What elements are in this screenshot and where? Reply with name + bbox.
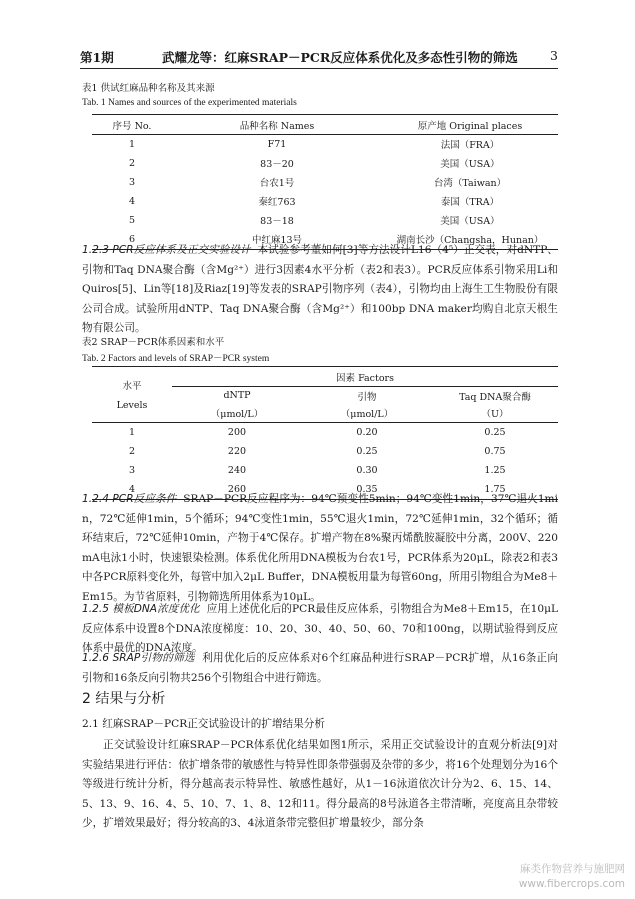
table-cell: 0.35 — [302, 480, 432, 500]
factor-name-primer: 引物 — [357, 391, 377, 403]
section-1-2-6-text: 利用优化后的反应体系对6个红麻品种进行SRAP－PCR扩增，从16条正向引物和16条反向引物共256个引物组合中进行筛选。 — [82, 652, 558, 684]
table-cell: 1.25 — [484, 464, 506, 476]
section-1-2-5-heading: 1.2.5 模板DNA浓度优化 — [82, 603, 200, 615]
table-row — [92, 423, 558, 442]
table1-caption-cn: 表1 供试红麻品种名称及其来源 — [82, 83, 215, 94]
table-cell: 0.25 — [484, 426, 506, 438]
table-row — [92, 442, 558, 461]
table-cell: 台湾（Taiwan） — [433, 178, 507, 189]
table-cell: 0.30 — [356, 464, 378, 476]
table-cell: 湖南长沙（Changsha，Hunan） — [382, 230, 558, 250]
table-cell: 秦红763 — [258, 197, 296, 208]
table-row — [92, 135, 558, 154]
table1-header-names: 品种名称 Names — [172, 115, 382, 135]
table-cell: 美国（USA） — [440, 216, 500, 227]
section-2-1-heading: 2.1 红麻SRAP－PCR正交试验设计的扩增结果分析 — [82, 718, 325, 730]
factor-unit-dntp: （μmol/L） — [172, 405, 302, 423]
header-rule — [80, 68, 558, 69]
section-1-2-3 — [82, 241, 558, 339]
table1-header-no: 序号 No. — [92, 115, 172, 135]
page-number: 3 — [550, 48, 558, 63]
issue-number: 第1期 — [80, 50, 114, 65]
factor-name-taq: Taq DNA聚合酶 — [459, 391, 531, 403]
table2 — [92, 366, 558, 500]
section-1-2-4 — [82, 490, 558, 608]
table-row — [92, 211, 558, 230]
section-2-heading: 2 结果与分析 — [82, 691, 166, 707]
section-1-2-3-text: 本试验参考董如何[3]等方法设计L16（4⁵）正交表，对dNTP、引物和Taq DNA聚合酶（含Mg²⁺）进行3因素4水平分析（表2和表3）。PCR反应体系引物采用Li和Quiros[5]、Lin等[18]及Riaz[19]等发表的SRAP引物序列（表4），引物均由上海生工生物股份有限公司合成。试验所用dNTP、Taq DNA聚合酶（含Mg²⁺）和100bp DNA maker均购自北京天根生物有限公司。 — [82, 244, 558, 335]
table-cell: 法国（FRA） — [440, 140, 500, 152]
table-cell: 6 — [92, 230, 172, 250]
table-cell: 5 — [128, 214, 136, 226]
table1-caption-en: Tab. 1 Names and sources of the experimented materials — [82, 98, 297, 108]
table-cell: 2 — [128, 445, 136, 457]
section-1-2-6-heading: 1.2.6 SRAP引物的筛选 — [82, 652, 195, 664]
table-cell: 240 — [227, 464, 247, 476]
table-cell: 4 — [92, 480, 172, 500]
table-cell: F71 — [267, 138, 287, 150]
table-cell: 260 — [172, 480, 302, 500]
table-cell: 0.75 — [484, 445, 506, 457]
table2-levels-header — [92, 367, 172, 423]
section-1-2-4-text: SRAP－PCR反应程序为：94℃预变性5min；94℃变性1min，37℃退火1min，72℃延伸1min，5个循环；94℃变性1min，55℃退火1min，72℃延伸1min，32个循环；循环结束后，72℃延伸10min，产物于4℃保存。扩增产物在8%聚丙烯酰胺凝胶中分离，200V、220mA电泳1小时，快速银染检测。体系优化所用DNA模板为台农1号，PCR体系为20μL，除表2和表3中各PCR原料变化外，每管中加入2μL Buffer，DNA模板用量为每管60ng，所用引物组合为Me8＋Em15。为节省原料，引物筛选所用体系为10μL。 — [82, 493, 558, 603]
table-cell: 220 — [227, 445, 247, 457]
running-title: 武耀龙等：红麻SRAP－PCR反应体系优化及多态性引物的筛选 — [162, 50, 518, 65]
table-cell: 1 — [128, 426, 136, 438]
table-cell: 4 — [128, 195, 136, 207]
section-1-2-6 — [82, 649, 558, 688]
table2-caption-cn: 表2 SRAP－PCR体系因素和水平 — [82, 337, 225, 348]
watermark — [519, 862, 625, 892]
table-cell: 美国（USA） — [440, 159, 500, 170]
table-cell: 泰国（TRA） — [440, 197, 500, 208]
table-row — [92, 192, 558, 211]
table-cell: 0.20 — [356, 426, 378, 438]
table-cell: 中红麻13号 — [172, 230, 382, 250]
table-row — [92, 461, 558, 480]
table-row — [92, 173, 558, 192]
section-1-2-3-heading: 1.2.3 PCR反应体系及正交实验设计 — [82, 244, 251, 256]
table-cell: 200 — [227, 426, 247, 438]
table-cell: 3 — [128, 176, 136, 188]
levels-header-cn: 水平 — [122, 381, 142, 392]
table-cell: 3 — [128, 464, 136, 476]
table-cell: 0.25 — [356, 445, 378, 457]
table-cell: 83－20 — [260, 159, 294, 170]
factor-unit-taq: （U） — [432, 405, 558, 423]
factor-unit-primer: （μmol/L） — [302, 405, 432, 423]
section-1-2-5-text: 应用上述优化后的PCR最佳反应体系，引物组合为Me8＋Em15，在10μL反应体系中设置8个DNA浓度梯度：10、20、30、40、50、60、70和100ng，以期试验得到反应体系中最优的DNA浓度。 — [82, 603, 558, 655]
table2-caption-en: Tab. 2 Factors and levels of SRAP－PCR system — [82, 354, 270, 364]
table-cell: 1 — [128, 138, 136, 150]
levels-header-en: Levels — [116, 400, 148, 411]
table2-factors-header: 因素 Factors — [172, 367, 558, 387]
watermark-line2: www.fibercrops.com — [518, 878, 625, 890]
section-1-2-4-heading: 1.2.4 PCR反应条件 — [82, 493, 177, 505]
table-cell: 1.75 — [432, 480, 558, 500]
factor-name-dntp: dNTP — [223, 390, 251, 402]
table-cell: 台农1号 — [259, 178, 295, 189]
table1-header-origin: 原产地 Original places — [382, 115, 558, 135]
table1 — [92, 114, 558, 250]
running-header — [80, 48, 558, 66]
table-cell: 2 — [128, 157, 136, 169]
section-2-1-text: 正交试验设计红麻SRAP－PCR体系优化结果如图1所示，采用正交试验设计的直观分析法[9]对实验结果进行评估：依扩增条带的敏感性与特异性即条带强弱及杂带的多少，将16个处理划分为16个等级进行统计分析，得分越高表示特异性、敏感性越好，从1－16泳道依次计分为2、6、15、14、5、13、9、16、4、5、10、7、1、8、12和11。得分最高的8号泳道各主带清晰，亮度高且杂带较少，扩增效果最好；得分较高的3、4泳道条带完整但扩增量较少，部分条 — [82, 739, 558, 830]
table-row — [92, 154, 558, 173]
table-cell: 83－18 — [260, 216, 294, 227]
watermark-line1: 麻类作物营养与施肥网 — [520, 863, 625, 875]
